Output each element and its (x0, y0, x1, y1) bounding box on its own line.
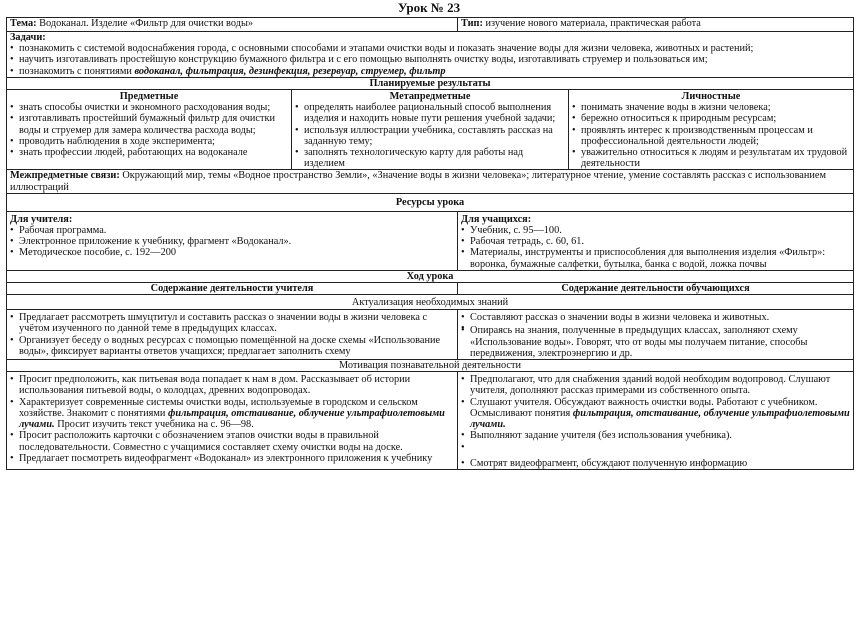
course-col-students: Содержание деятельности обучающихся (458, 283, 854, 295)
stage1-students-list (461, 312, 850, 359)
results-meta-title: Метапредметные (389, 91, 471, 103)
results-subject-cell (7, 90, 292, 170)
activity-text: Просит изучить текст учебника на с. 96—98. (57, 419, 254, 431)
resource-item: • Рабочая программа. (10, 225, 454, 236)
resources-students-cell (458, 211, 854, 270)
course-title-row (7, 270, 854, 282)
activity-item: • Составляют рассказ о значении воды в жизни человека и животных. (461, 312, 850, 323)
interdisciplinary-text: Окружающий мир, темы «Водное пространство Земли», «Значение воды в жизни человека»; литературное чтение, умение составлять рассказ с использованием иллюстраций (10, 170, 826, 193)
activity-item: • Опираясь на знания, полученные в предыдущих классах, заполняют схему «Использование воды». Говорят, что от воды мы получаем питание, способы передвижения, электроэнергию и др. (461, 325, 850, 359)
type-label: Тип: (461, 18, 483, 29)
activity-terms: фильтрация, отстаивание, облучение ультрафиолетовыми лучами. (19, 407, 445, 431)
result-item: • проводить наблюдения в ходе эксперимента; (10, 136, 288, 147)
results-meta-list (295, 102, 565, 169)
tasks-row (7, 32, 854, 78)
stage1-title: Актуализация необходимых знаний (7, 295, 854, 310)
activity-item: • Предполагают, что для снабжения зданий водой необходим водопровод. Слушают учителя, дополняют рассказ примерами из собственного опыта. (461, 374, 850, 396)
activity-item: • Предлагает посмотреть видеофрагмент «Водоканал» из электронного приложения к учебнику (10, 453, 454, 464)
task-item (10, 66, 850, 77)
stage1-title-row (7, 295, 854, 310)
concepts-terms: водоканал, фильтрация, дезинфекция, резервуар, струемер, фильтр (134, 65, 446, 77)
result-item: • используя иллюстрации учебника, составлять рассказ на заданную тему; (295, 125, 565, 147)
activity-item: • Предлагает рассмотреть шмуцтитул и составить рассказ о значении воды в жизни человека с учётом изученного по данной теме в предыдущих классах. (10, 312, 454, 334)
results-meta-cell (292, 90, 569, 170)
results-title: Планируемые результаты (7, 77, 854, 89)
resources-students-label: Для учащихся: (461, 213, 532, 225)
interdisciplinary-label: Межпредметные связи: (10, 170, 120, 182)
topic-row (7, 18, 854, 32)
result-item: • уважительно относиться к людям и результатам их трудовой деятельности (572, 147, 850, 169)
result-item: • понимать значение воды в жизни человека; (572, 102, 850, 113)
resource-item: • Рабочая тетрадь, с. 60, 61. (461, 236, 850, 247)
results-title-row (7, 77, 854, 89)
activity-item: • Выполняют задание учителя (без использования учебника). (461, 430, 850, 441)
activity-terms: фильтрация, отстаивание, облучение ультрафиолетовыми лучами. (470, 407, 850, 431)
stage2-title-row (7, 360, 854, 372)
stage1-teacher-list (10, 312, 454, 357)
type-cell (458, 18, 854, 32)
resources-teacher-cell (7, 211, 458, 270)
result-item: • проявлять интерес к производственным процессам и профессиональной деятельности людей; (572, 125, 850, 147)
activity-item: • Смотрят видеофрагмент, обсуждают полученную информацию (461, 458, 850, 469)
results-subject-title: Предметные (119, 91, 179, 103)
tasks-list (10, 43, 850, 77)
course-col-teacher: Содержание деятельности учителя (7, 283, 458, 295)
result-item: • знать профессии людей, работающих на водоканале (10, 147, 288, 158)
topic-label: Тема: (10, 18, 37, 29)
topic-text: Водоканал. Изделие «Фильтр для очистки воды» (39, 18, 254, 29)
activity-item (461, 397, 850, 431)
course-columns-row (7, 283, 854, 295)
interdisciplinary-cell (7, 170, 854, 193)
concepts-lead: познакомить с понятиями (19, 65, 132, 77)
resource-item: • Учебник, с. 95—100. (461, 225, 850, 236)
spacer (461, 442, 850, 458)
stage1-teacher-cell (7, 310, 458, 360)
activity-item: • Просит расположить карточки с обозначением этапов очистки воды в правильной последовательности. Совместно с учащимися составляет схему очистки воды на доске. (10, 430, 454, 452)
stage2-teacher-list (10, 374, 454, 464)
activity-item: • Просит предположить, как питьевая вода попадает к нам в дом. Рассказывает об истории использования питьевой воды, о колодцах, древних водопроводах. (10, 374, 454, 396)
resource-item: • Электронное приложение к учебнику, фрагмент «Водоканал». (10, 236, 454, 247)
resource-item: • Материалы, инструменты и приспособления для выполнения изделия «Фильтр»: воронка, бумажные салфетки, бутылка, банка с водой, ложка почвы (461, 247, 850, 269)
result-item: • бережно относиться к природным ресурсам; (572, 113, 850, 124)
stage2-students-list (461, 374, 850, 468)
stage2-row (7, 372, 854, 469)
results-personal-title: Личностные (681, 91, 741, 103)
stage2-title: Мотивация познавательной деятельности (7, 360, 854, 372)
results-row (7, 90, 854, 170)
lesson-title: Урок № 23 (397, 0, 461, 15)
stage1-students-cell (458, 310, 854, 360)
activity-text: Слушают учителя. Обсуждают важность очистки воды. Работают с учебником. Осмысливают понятия (470, 396, 818, 419)
result-item: • знать способы очистки и экономного расходования воды; (10, 102, 288, 113)
activity-item: • Организует беседу о водных ресурсах с помощью помещённой на доске схемы «Использование воды», фиксирует варианты ответов учащихся; предлагает заполнить схему (10, 335, 454, 357)
resources-students-list (461, 225, 850, 270)
interdisciplinary-row (7, 170, 854, 193)
activity-text: Характеризует современные системы очистки воды, используемые в городском и сельском хозяйстве. Знакомит с понятиями (19, 396, 418, 419)
topic-cell (7, 18, 458, 32)
result-item: • определять наиболее рациональный способ выполнения изделия и находить новые пути решения учебной задачи; (295, 102, 565, 124)
stage2-teacher-cell (7, 372, 458, 469)
resources-teacher-list (10, 225, 454, 259)
resources-row (7, 211, 854, 270)
stage1-row (7, 310, 854, 360)
resource-item: • Методическое пособие, с. 192—200 (10, 247, 454, 258)
resources-title: Ресурсы урока (7, 193, 854, 211)
tasks-cell (7, 32, 854, 78)
lesson-plan-table (6, 17, 854, 470)
task-item: • познакомить с системой водоснабжения города, с основными способами и этапами очистки воды и показать значение воды для жизни человека, животных и растений; (10, 43, 850, 54)
results-personal-list (572, 102, 850, 169)
tasks-label: Задачи: (10, 32, 46, 43)
type-text: изучение нового материала, практическая работа (485, 18, 701, 29)
result-item: • изготавливать простейший бумажный фильтр для очистки воды и струемер для замера количества расхода воды; (10, 113, 288, 135)
resources-teacher-label: Для учителя: (10, 213, 73, 225)
result-item: • заполнять технологическую карту для работы над изделием (295, 147, 565, 169)
task-item: • научить изготавливать простейшую конструкцию бумажного фильтра и с его помощью выполнять очистку воды, изготавливать струемер и пользоваться им; (10, 54, 850, 65)
stage2-students-cell (458, 372, 854, 469)
activity-item (10, 397, 454, 431)
course-title: Ход урока (7, 270, 854, 282)
results-personal-cell (569, 90, 854, 170)
results-subject-list (10, 102, 288, 158)
resources-title-row (7, 193, 854, 211)
